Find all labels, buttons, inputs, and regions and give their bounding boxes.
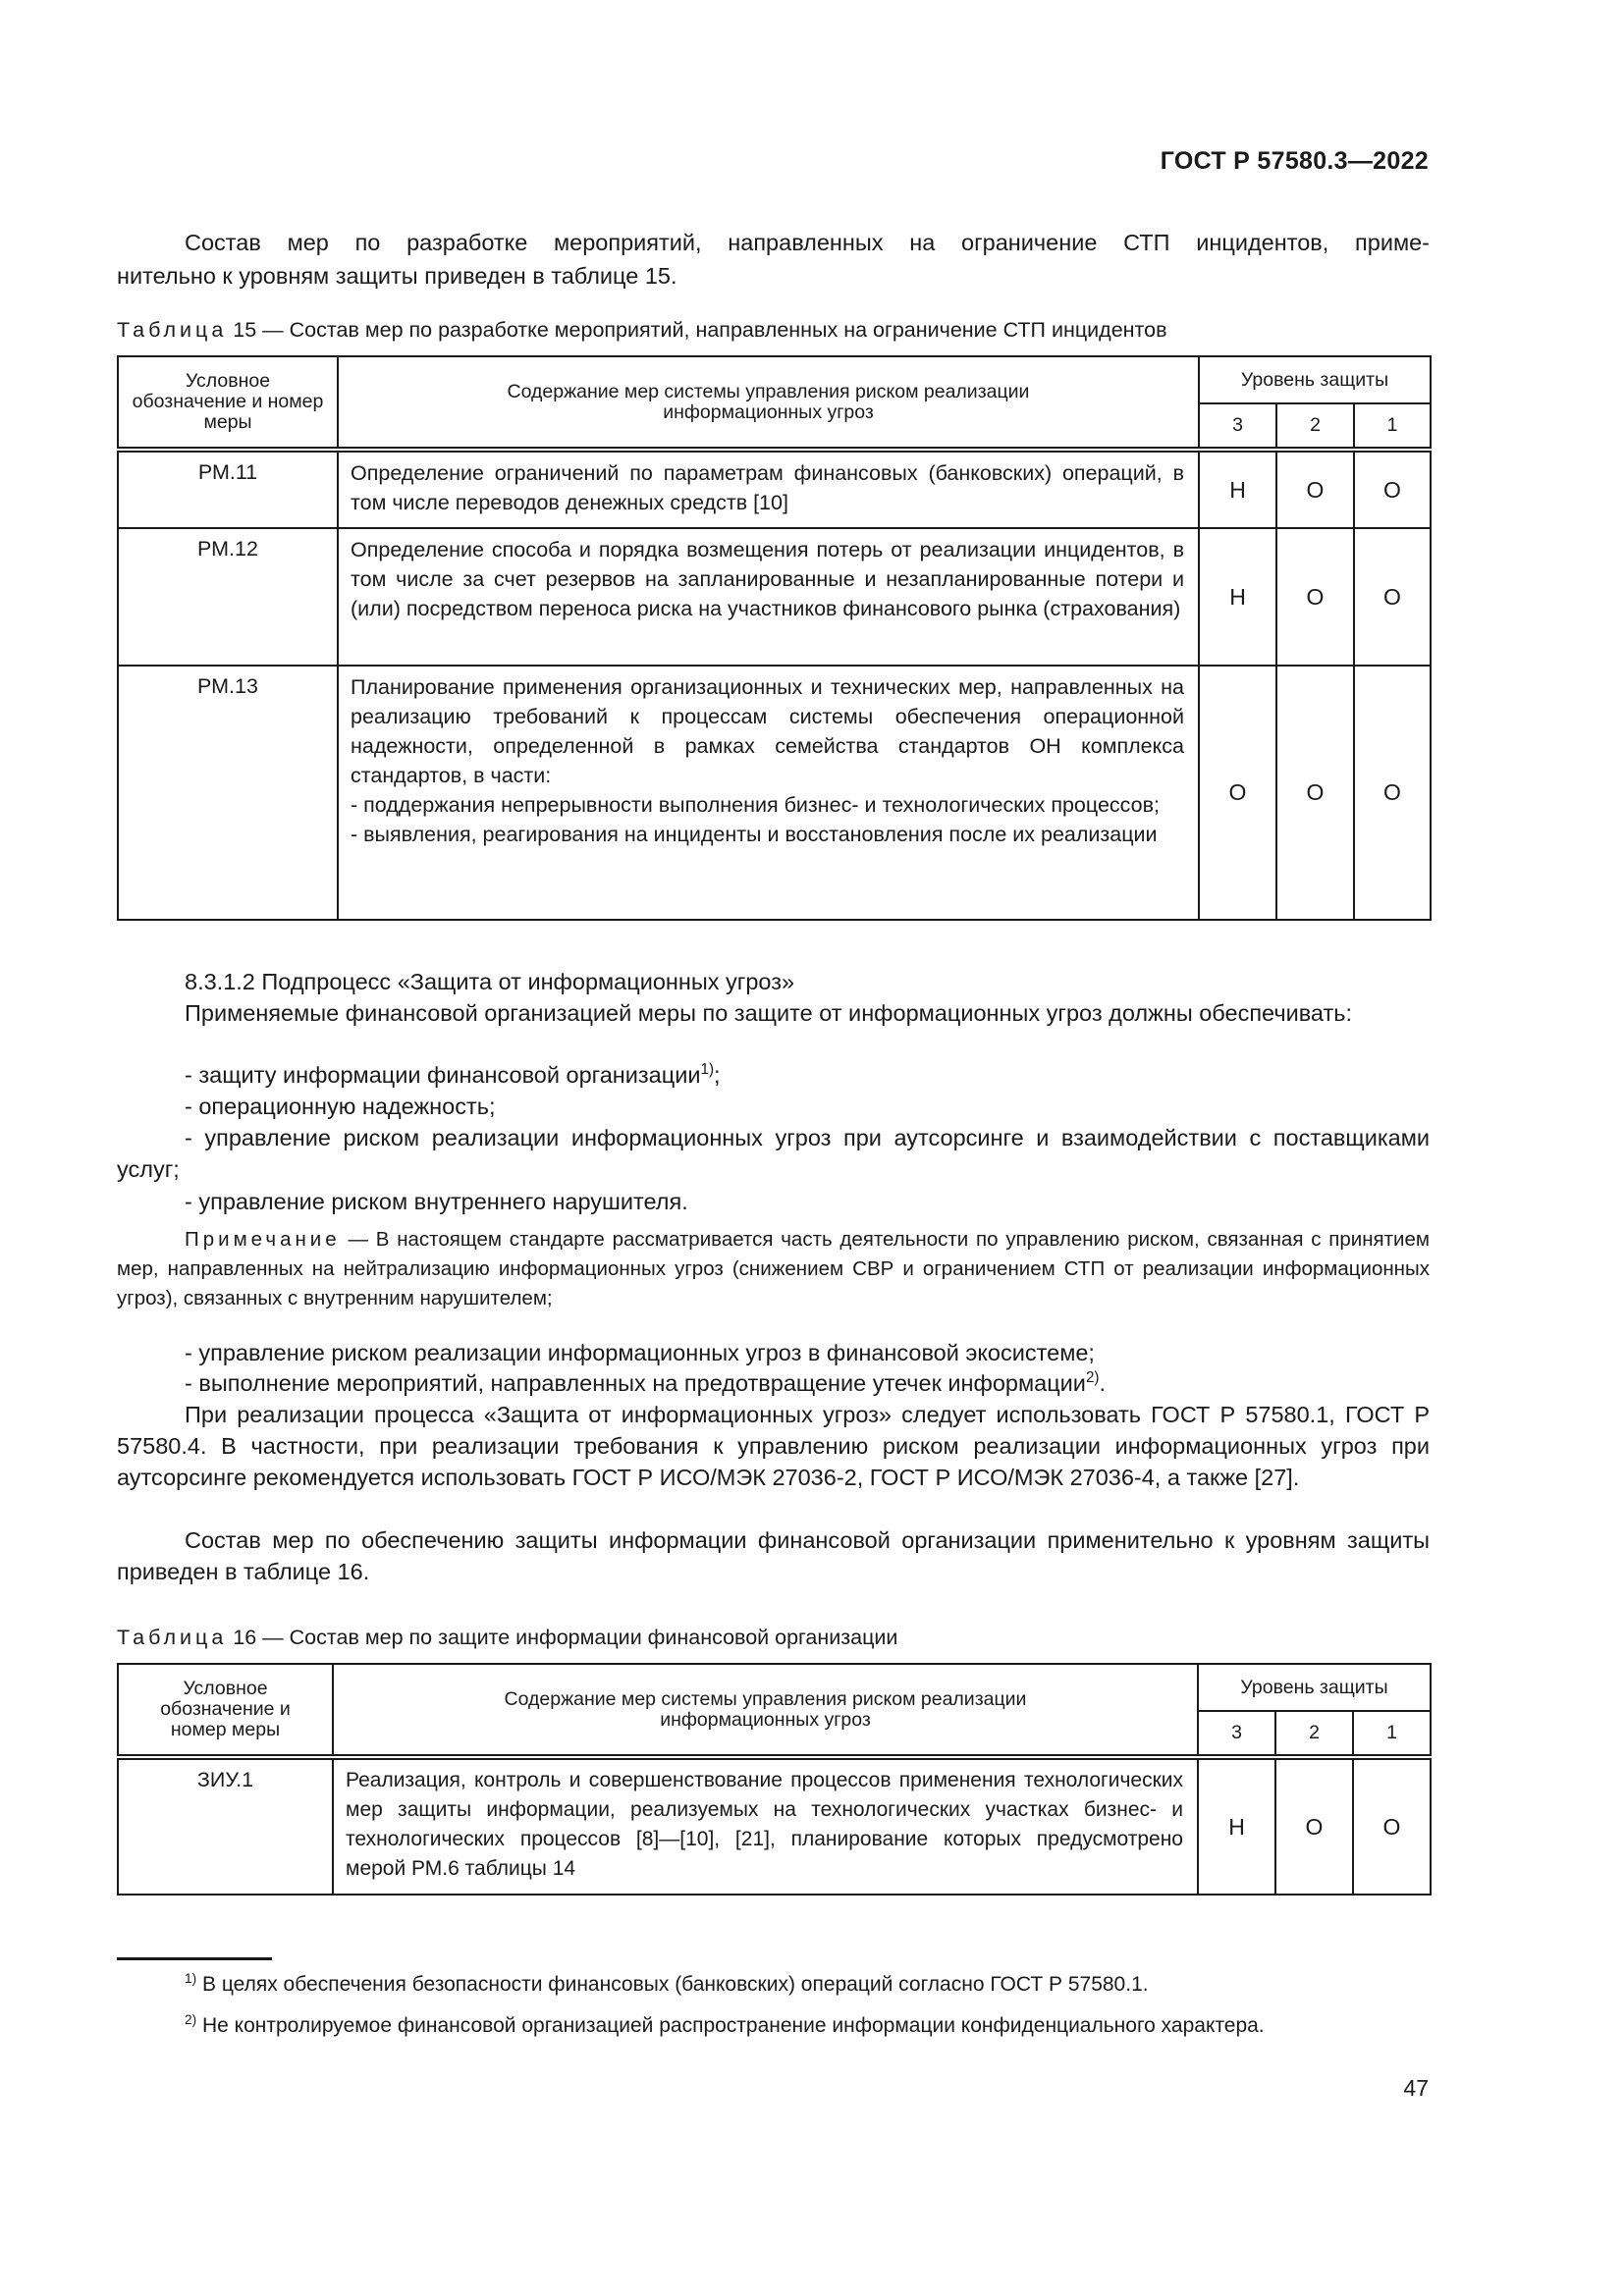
header-level-3: 3 <box>1198 1711 1275 1757</box>
list-item: - операционную надежность; <box>185 1094 496 1119</box>
table-row <box>118 450 1431 528</box>
row-level-3: Н <box>1199 528 1276 666</box>
row-content: Определение ограничений по параметрам финансовых (банковских) операций, в том числе переводов денежных средств [10] <box>338 450 1199 528</box>
list-item: - выполнение мероприятий, направленных на предотвращение утечек информации$^{2)}$. <box>185 1369 1107 1396</box>
table16-intro-paragraph: Состав мер по обеспечению защиты информации финансовой организации применительно к уровням защиты приведен в таблице 16. <box>117 1527 1430 1584</box>
intro-paragraph-line2: нительно к уровням защиты приведен в таблице 15. <box>117 263 677 289</box>
list-item: - защиту информации финансовой организации$^{1)}$; <box>185 1061 721 1088</box>
row-code: ЗИУ.1 <box>118 1757 333 1895</box>
list-item: - управление риском внутреннего нарушителя. <box>185 1189 688 1214</box>
table-15 <box>117 355 1432 921</box>
row-level-1: О <box>1354 528 1431 666</box>
header-content: Содержание мер системы управления риском реализации информационных угроз <box>338 356 1199 450</box>
header-level-1: 1 <box>1354 403 1431 450</box>
header-level-2: 2 <box>1276 403 1354 450</box>
table-row <box>118 666 1431 920</box>
note-label: Примечание <box>185 1228 341 1251</box>
list-item: - управление риском реализации информационных угроз при аутсорсинге и взаимодействии с поставщиками услуг; <box>117 1125 1430 1182</box>
row-code: РМ.12 <box>118 528 338 666</box>
row-level-1: О <box>1354 450 1431 528</box>
row-code: РМ.11 <box>118 450 338 528</box>
intro-paragraph-line1: Состав мер по разработке мероприятий, направленных на ограничение СТП инцидентов, приме- <box>185 230 1430 255</box>
table15-caption: Таблица 15 — Состав мер по разработке мероприятий, направленных на ограничение СТП инцидентов <box>117 318 1167 342</box>
footnote-1: $^{1)}$ В целях обеспечения безопасности финансовых (банковских) операций согласно ГОСТ Р 57580.1. <box>185 1971 1149 1996</box>
usage-paragraph: При реализации процесса «Защита от информационных угроз» следует использовать ГОСТ Р 57580.1, ГОСТ Р 57580.4. В частности, при реализации требования к управлению риском реализации информационных угроз при аутсорсинге рекомендуется использовать ГОСТ Р ИСО/МЭК 27036-2, ГОСТ Р ИСО/МЭК 27036-4, а также [27]. <box>117 1402 1430 1490</box>
section-heading: 8.3.1.2 Подпроцесс «Защита от информационных угроз» <box>185 969 795 994</box>
row-content: Реализация, контроль и совершенствование процессов применения технологических мер защиты информации, реализуемых на технологических участках бизнес- и технологических процессов [8]—[10], [21], планирование которых предусмотрено мерой РМ.6 таблицы 14 <box>333 1757 1198 1895</box>
header-level-3: 3 <box>1199 403 1276 450</box>
row-level-2: О <box>1276 528 1354 666</box>
table16-caption: Таблица 16 — Состав мер по защите информации финансовой организации <box>117 1626 898 1649</box>
row-level-2: О <box>1276 666 1354 920</box>
row-level-1: О <box>1354 666 1431 920</box>
header-code: Условное обозначение и номер меры <box>118 356 338 450</box>
row-level-3: О <box>1199 666 1276 920</box>
row-level-3: Н <box>1198 1757 1275 1895</box>
table-row <box>118 1757 1431 1895</box>
document-id-header: ГОСТ Р 57580.3—2022 <box>1160 147 1429 175</box>
row-level-3: Н <box>1199 450 1276 528</box>
row-code: РМ.13 <box>118 666 338 920</box>
footnote-divider <box>117 1957 272 1960</box>
list-item: - управление риском реализации информационных угроз в финансовой экосистеме; <box>185 1340 1095 1365</box>
header-content: Содержание мер системы управления риском реализации информационных угроз <box>333 1664 1198 1757</box>
header-level: Уровень защиты <box>1199 356 1431 403</box>
footnote-2: $^{2)}$ Не контролируемое финансовой организацией распространение информации конфиденциального характера. <box>185 2012 1265 2037</box>
page-number: 47 <box>1403 2075 1429 2101</box>
header-level-1: 1 <box>1353 1711 1431 1757</box>
table-16 <box>117 1663 1432 1896</box>
header-code: Условное обозначение и номер меры <box>118 1664 333 1757</box>
row-content: Планирование применения организационных и технических мер, направленных на реализацию требований к процессам системы обеспечения операционной надежности, определенной в рамках семейства стандартов ОН комплекса стандартов, в части: - поддержания непрерывности выполнения бизнес- и технологических процессов; - выявления, реагирования на инциденты и восстановления после их реализации <box>338 666 1199 920</box>
note-block: Примечание — В настоящем стандарте рассматривается часть деятельности по управлению риском, связанная с принятием мер, направленных на нейтрализацию информационных угроз (снижением СВР и ограничением СТП от реализации информационных угроз), связанных с внутренним нарушителем; <box>117 1228 1430 1309</box>
header-level: Уровень защиты <box>1198 1664 1431 1711</box>
row-content: Определение способа и порядка возмещения потерь от реализации инцидентов, в том числе за счет резервов на запланированные и незапланированные потери и (или) посредством переноса риска на участников финансового рынка (страхования) <box>338 528 1199 666</box>
table-row <box>118 528 1431 666</box>
row-level-2: О <box>1275 1757 1353 1895</box>
row-level-1: О <box>1353 1757 1431 1895</box>
section-lead: Применяемые финансовой организацией меры по защите от информационных угроз должны обеспечивать: <box>185 1000 1353 1026</box>
header-level-2: 2 <box>1275 1711 1353 1757</box>
row-level-2: О <box>1276 450 1354 528</box>
